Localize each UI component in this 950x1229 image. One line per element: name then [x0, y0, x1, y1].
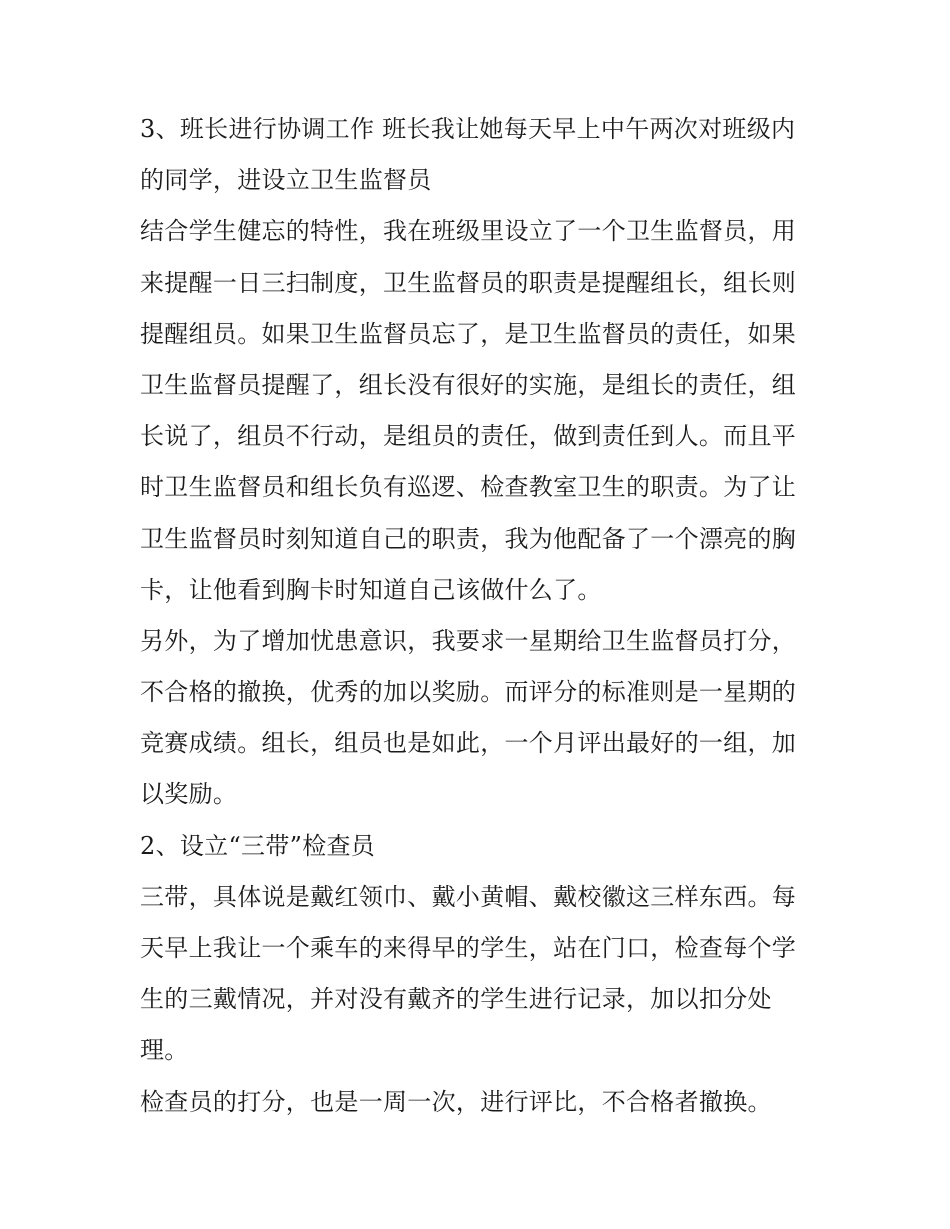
text-line-12: 不合格的撤换，优秀的加以奖励。而评分的标准则是一星期的: [140, 678, 797, 707]
text-line-6: 卫生监督员提醒了，组长没有很好的实施，是组长的责任，组: [140, 370, 797, 399]
text-line-20: 检查员的打分，也是一周一次，进行评比，不合格者撤换。: [140, 1087, 772, 1116]
text-line-5: 提醒组员。如果卫生监督员忘了，是卫生监督员的责任，如果: [140, 319, 797, 348]
text-line-4: 来提醒一日三扫制度，卫生监督员的职责是提醒组长，组长则: [140, 268, 797, 297]
text-line-9: 卫生监督员时刻知道自己的职责，我为他配备了一个漂亮的胸: [140, 524, 797, 553]
text-line-14: 以奖励。: [140, 780, 238, 809]
document-body: [140, 104, 820, 1128]
text-line-7: 长说了，组员不行动，是组员的责任，做到责任到人。而且平: [140, 422, 797, 451]
text-line-10: 卡，让他看到胸卡时知道自己该做什么了。: [140, 575, 602, 604]
text-line-15: 2、设立“三带”检查员: [140, 831, 376, 860]
text-line-2: 的同学，进设立卫生监督员: [140, 166, 432, 195]
text-line-11: 另外，为了增加忧患意识，我要求一星期给卫生监督员打分，: [140, 626, 797, 655]
text-line-1: 3、班长进行协调工作 班长我让她每天早上中午两次对班级内: [140, 115, 796, 143]
text-line-17: 天早上我让一个乘车的来得早的学生，站在门口，检查每个学: [140, 934, 797, 962]
text-line-16: 三带，具体说是戴红领巾、戴小黄帽、戴校徽这三样东西。每: [140, 882, 797, 911]
text-line-19: 理。: [140, 1036, 189, 1065]
text-line-18: 生的三戴情况，并对没有戴齐的学生进行记录，加以扣分处: [140, 985, 772, 1014]
text-line-3: 结合学生健忘的特性，我在班级里设立了一个卫生监督员，用: [140, 217, 797, 246]
text-line-13: 竞赛成绩。组长，组员也是如此，一个月评出最好的一组，加: [140, 729, 797, 758]
text-line-8: 时卫生监督员和组长负有巡逻、检查教室卫生的职责。为了让: [140, 473, 797, 502]
